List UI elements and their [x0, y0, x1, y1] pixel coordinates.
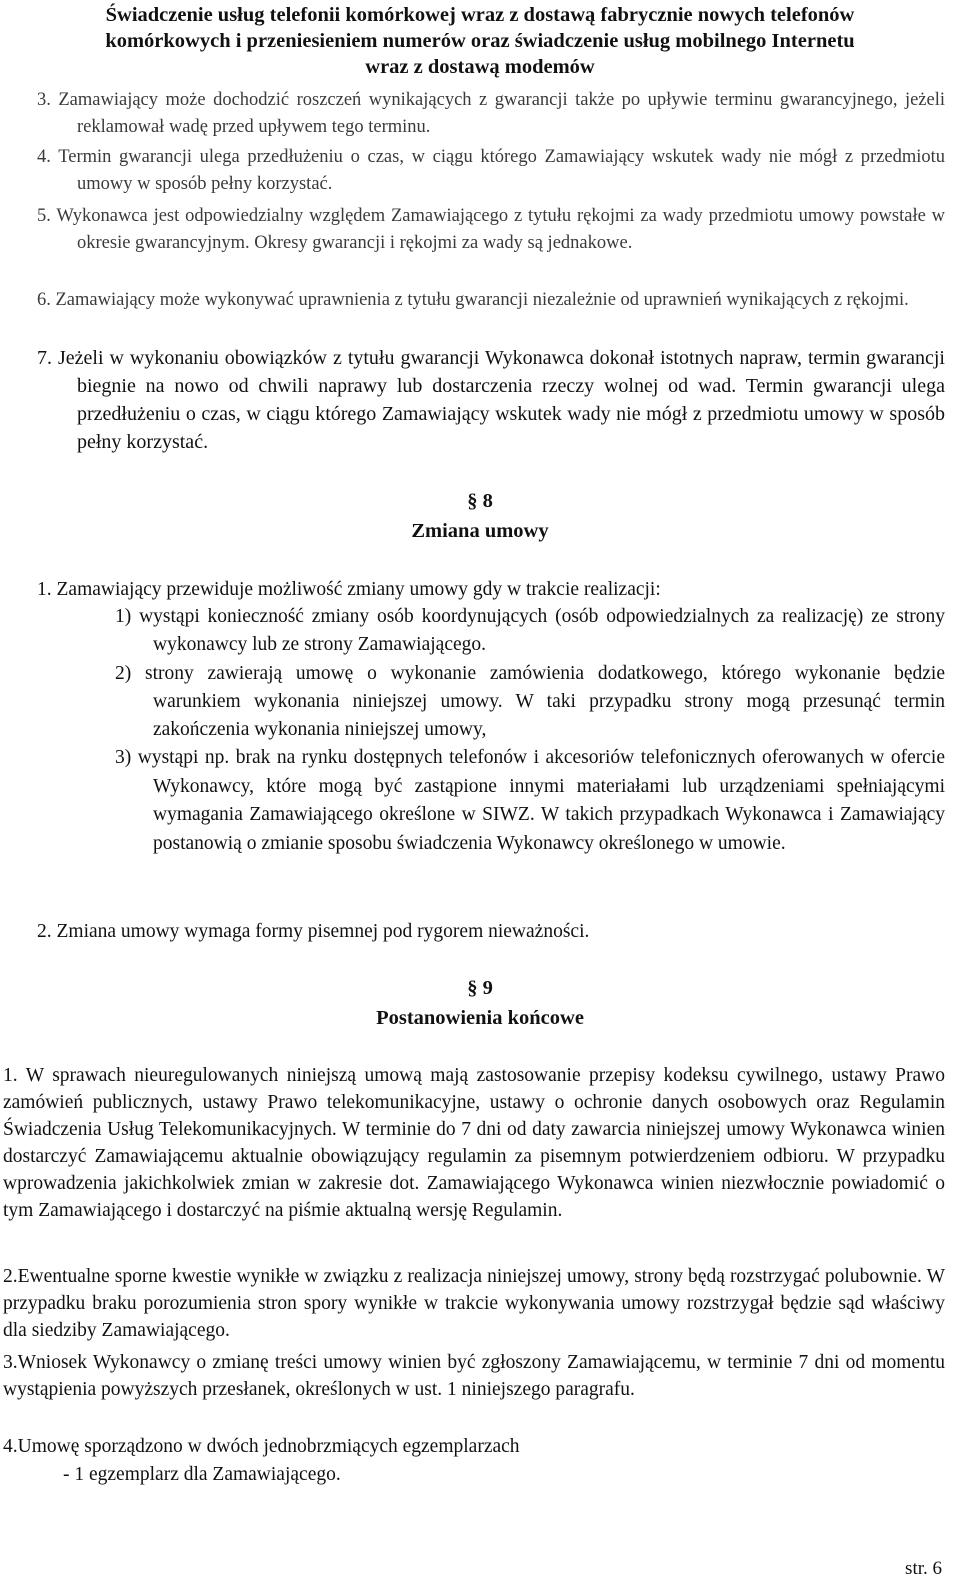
sub-item-number: 1): [115, 606, 132, 627]
item-text: Zamawiający może dochodzić roszczeń wynikających z gwarancji także po upływie terminu gwarancyjnego, jeżeli reklamował wadę przed upływem tego terminu.: [58, 90, 946, 137]
sub-item-text: wystąpi konieczność zmiany osób koordynujących (osób odpowiedzialnych za realizację) ze strony wykonawcy lub ze strony Zamawiającego.: [139, 606, 946, 655]
item-number: 3.: [37, 90, 51, 110]
paragraph: 4.Umowę sporządzono w dwóch jednobrzmiących egzemplarzach: [3, 1436, 520, 1457]
document-header: [0, 2, 960, 80]
section-number: § 9: [467, 977, 493, 999]
list-item: [37, 918, 945, 945]
copy-line: - 1 egzemplarz dla Zamawiającego.: [63, 1464, 341, 1485]
list-item: [37, 344, 945, 456]
sub-item-text: strony zawierają umowę o wykonanie zamówienia dodatkowego, którego wykonanie będzie warunkiem wykonania niniejszej umowy. W taki przypadku strony mogą przesunąć termin zakończenia wykonania niniejszej umowy,: [145, 663, 945, 740]
item-number: 7.: [37, 347, 52, 369]
item-text: Jeżeli w wykonaniu obowiązków z tytułu gwarancji Wykonawca dokonał istotnych napraw, termin gwarancji biegnie na nowo od chwili naprawy lub dostarczenia rzeczy wolnej od wad. Termin gwarancji ulega przedłużeniu o czas, w ciągu którego Zamawiający wskutek wady nie mógł z przedmiotu umowy w sposób pełny korzystać.: [57, 347, 945, 453]
list-item: [37, 87, 945, 141]
item-number: 6.: [37, 290, 51, 310]
header-line-3: wraz z dostawą modemów: [365, 56, 595, 78]
sub-list-item: [115, 744, 945, 858]
section-number: § 8: [467, 490, 493, 512]
header-line-1: Świadczenie usług telefonii komórkowej wraz z dostawą fabrycznie nowych telefonów: [105, 4, 855, 26]
item-number: 5.: [37, 206, 51, 226]
item-text: Wykonawca jest odpowiedzialny względem Zamawiającego z tytułu rękojmi za wady przedmiotu umowy powstałe w okresie gwarancyjnym. Okresy gwarancji i rękojmi za wady są jednakowe.: [56, 206, 945, 253]
list-item: [37, 203, 945, 257]
item-number: 4.: [37, 147, 51, 167]
section-title: Zmiana umowy: [411, 520, 549, 542]
item-number: 2.: [37, 921, 52, 942]
item-text: Zmiana umowy wymaga formy pisemnej pod rygorem nieważności.: [56, 921, 590, 942]
list-item: [37, 576, 945, 603]
sub-item-number: 3): [115, 747, 132, 768]
header-line-2: komórkowych i przeniesieniem numerów oraz świadczenie usług mobilnego Internetu: [105, 30, 855, 52]
item-number: 1.: [37, 579, 52, 600]
section-title: Postanowienia końcowe: [376, 1007, 584, 1029]
page-number: str. 6: [905, 1558, 942, 1579]
paragraph: 3.Wniosek Wykonawcy o zmianę treści umowy winien być zgłoszony Zamawiającemu, w terminie 7 dni od momentu wystąpienia powyższych przesłanek, określonych w ust. 1 niniejszego paragrafu.: [3, 1352, 945, 1400]
sub-item-number: 2): [115, 663, 132, 684]
sub-item-text: wystąpi np. brak na rynku dostępnych telefonów i akcesoriów telefonicznych oferowanych w ofercie Wykonawcy, które mogą być zastąpione innymi materiałami lub urządzeniami spełniającymi wymagania Zamawiającego określone w SIWZ. W takich przypadkach Wykonawca i Zamawiający postanowią o zmianie sposobu świadczenia Wykonawcy określonego w umowie.: [137, 747, 945, 854]
list-item: [37, 287, 945, 314]
sub-list-item: [115, 660, 945, 744]
sub-list-item: [115, 603, 945, 659]
item-text: Zamawiający przewiduje możliwość zmiany umowy gdy w trakcie realizacji:: [56, 579, 661, 600]
item-text: Zamawiający może wykonywać uprawnienia z tytułu gwarancji niezależnie od uprawnień wynikających z rękojmi.: [55, 290, 909, 310]
paragraph: 2.Ewentualne sporne kwestie wynikłe w związku z realizacja niniejszej umowy, strony będą rozstrzygać polubownie. W przypadku braku porozumienia stron spory wynikłe w trakcie wykonywania umowy rozstrzygał będzie sąd właściwy dla siedziby Zamawiającego.: [3, 1266, 945, 1341]
item-text: Termin gwarancji ulega przedłużeniu o czas, w ciągu którego Zamawiający wskutek wady nie mógł z przedmiotu umowy w sposób pełny korzystać.: [58, 147, 946, 194]
list-item: [37, 144, 945, 198]
paragraph: 1. W sprawach nieuregulowanych niniejszą umową mają zastosowanie przepisy kodeksu cywilnego, ustawy Prawo zamówień publicznych, ustawy Prawo telekomunikacyjne, ustawy o ochronie danych osobowych oraz Regulamin Świadczenia Usług Telekomunikacyjnych. W terminie do 7 dni od daty zawarcia niniejszej umowy Wykonawca winien dostarczyć Zamawiającemu aktualnie obowiązujący regulamin za pisemnym potwierdzeniem odbioru. W przypadku wprowadzenia jakichkolwiek zmian w zakresie dot. Zamawiającego Wykonawca winien niezwłocznie powiadomić o tym Zamawiającego i dostarczyć na piśmie aktualną wersję Regulamin.: [3, 1065, 945, 1221]
